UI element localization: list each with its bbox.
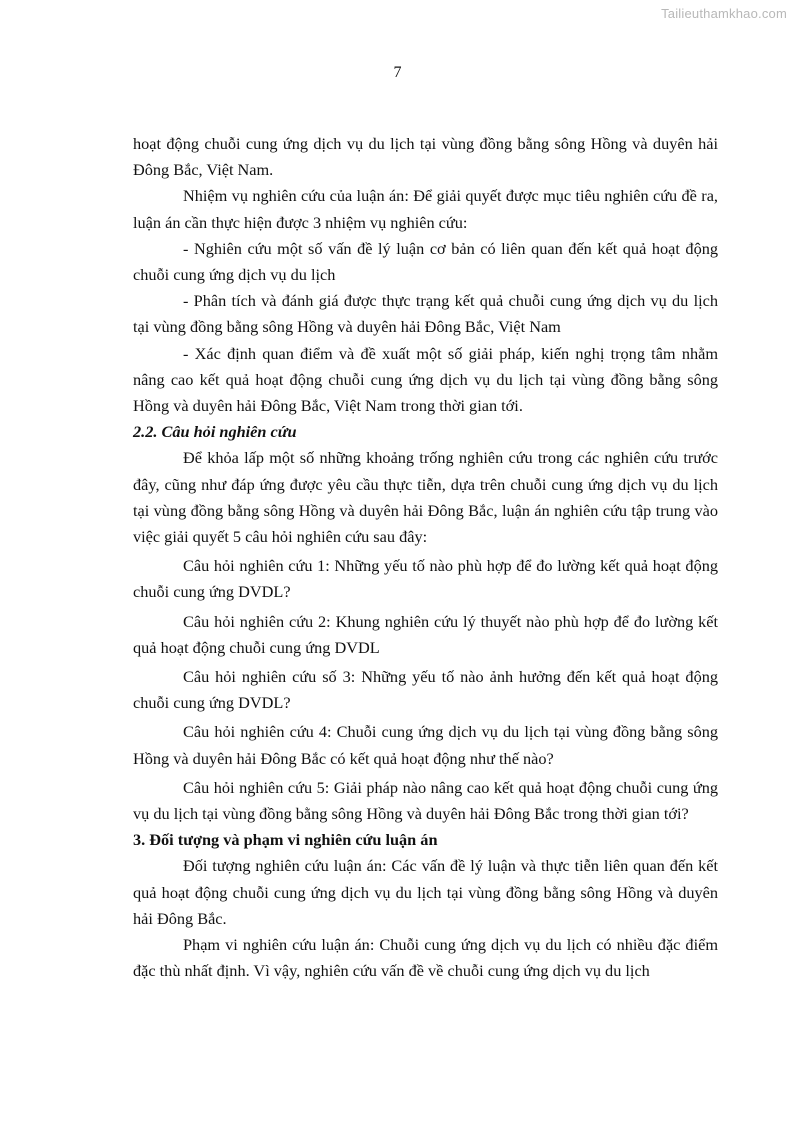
page-number: 7	[393, 64, 402, 81]
research-question-4: Câu hỏi nghiên cứu 4: Chuỗi cung ứng dịch vụ du lịch tại vùng đồng bằng sông Hồng và duyên hải Đông Bắc có kết quả hoạt động như thế nào?	[133, 722, 718, 768]
list-item-task-2: - Phân tích và đánh giá được thực trạng kết quả chuỗi cung ứng dịch vụ du lịch tại vùng đồng bằng sông Hồng và duyên hải Đông Bắc, Việt Nam	[133, 291, 718, 337]
paragraph-research-questions-intro: Để khỏa lấp một số những khoảng trống nghiên cứu trong các nghiên cứu trước đây, cũng như đáp ứng được yêu cầu thực tiễn, dựa trên chuỗi cung ứng dịch vụ du lịch tại vùng đồng bằng sông Hồng và duyên hải Đông Bắc, luận án nghiên cứu tập trung vào việc giải quyết 5 câu hỏi nghiên cứu sau đây:	[133, 448, 718, 547]
research-question-5: Câu hỏi nghiên cứu 5: Giải pháp nào nâng cao kết quả hoạt động chuỗi cung ứng vụ du lịch tại vùng đồng bằng sông Hồng và duyên hải Đông Bắc trong thời gian tới?	[133, 777, 718, 824]
paragraph-research-object: Đối tượng nghiên cứu luận án: Các vấn đề lý luận và thực tiễn liên quan đến kết quả hoạt động chuỗi cung ứng dịch vụ du lịch tại vùng đồng bằng sông Hồng và duyên hải Đông Bắc.	[133, 856, 718, 928]
research-question-2: Câu hỏi nghiên cứu 2: Khung nghiên cứu lý thuyết nào phù hợp để đo lường kết quả hoạt động chuỗi cung ứng DVDL	[133, 611, 718, 657]
paragraph-continuation: hoạt động chuỗi cung ứng dịch vụ du lịch tại vùng đồng bằng sông Hồng và duyên hải Đông Bắc, Việt Nam.	[133, 134, 718, 180]
heading-section-3: 3. Đối tượng và phạm vi nghiên cứu luận án	[133, 830, 438, 850]
document-body	[133, 131, 718, 985]
list-item-task-3: - Xác định quan điểm và đề xuất một số giải pháp, kiến nghị trọng tâm nhằm nâng cao kết quả hoạt động chuỗi cung ứng dịch vụ du lịch tại vùng đồng bằng sông Hồng và duyên hải Đông Bắc, Việt Nam trong thời gian tới.	[133, 343, 718, 416]
research-question-3: Câu hỏi nghiên cứu số 3: Những yếu tố nào ảnh hưởng đến kết quả hoạt động chuỗi cung ứng DVDL?	[133, 667, 718, 713]
paragraph-research-scope: Phạm vi nghiên cứu luận án: Chuỗi cung ứng dịch vụ du lịch có nhiều đặc điểm đặc thù nhất định. Vì vậy, nghiên cứu vấn đề về chuỗi cung ứng dịch vụ du lịch	[133, 935, 718, 981]
watermark: Tailieuthamkhao.com	[661, 6, 787, 21]
heading-research-questions: 2.2. Câu hỏi nghiên cứu	[133, 422, 297, 442]
research-question-1: Câu hỏi nghiên cứu 1: Những yếu tố nào phù hợp để đo lường kết quả hoạt động chuỗi cung ứng DVDL?	[133, 556, 718, 602]
paragraph-research-tasks: Nhiệm vụ nghiên cứu của luận án: Để giải quyết được mục tiêu nghiên cứu đề ra, luận án cần thực hiện được 3 nhiệm vụ nghiên cứu:	[133, 186, 718, 232]
list-item-task-1: - Nghiên cứu một số vấn đề lý luận cơ bản có liên quan đến kết quả hoạt động chuỗi cung ứng dịch vụ du lịch	[133, 238, 718, 285]
